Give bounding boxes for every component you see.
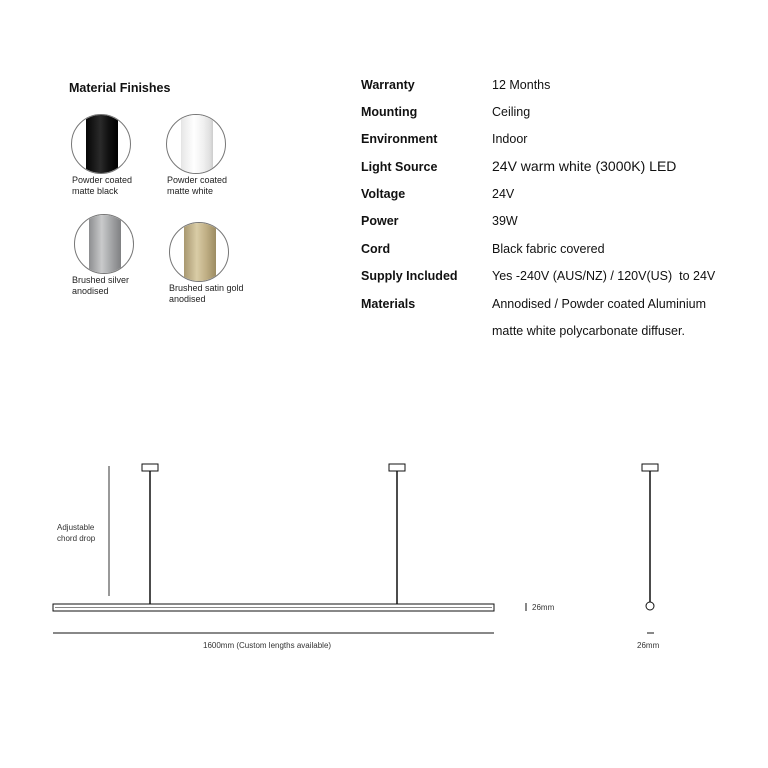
spec-value-power: 39W <box>492 214 518 228</box>
material-finishes-title: Material Finishes <box>69 81 171 95</box>
spec-value-warranty: 12 Months <box>492 78 551 92</box>
spec-label-mounting: Mounting <box>361 105 418 119</box>
spec-value-materials: Annodised / Powder coated Aluminium <box>492 297 707 311</box>
height-dimension-label: 26mm <box>532 603 555 612</box>
spec-value-materials-line2: matte white polycarbonate diffuser. <box>492 324 685 338</box>
length-dimension-label: 1600mm (Custom lengths available) <box>203 641 332 650</box>
spec-label-materials: Materials <box>361 297 416 311</box>
ceiling-canopy-side <box>642 464 658 471</box>
ceiling-canopy-right <box>389 464 405 471</box>
side-width-label: 26mm <box>637 641 660 650</box>
drop-label: Adjustable chord drop <box>57 523 96 543</box>
spec-value-environment: Indoor <box>492 132 528 146</box>
finish-caption: Brushed satin gold anodised <box>169 283 244 304</box>
finish-caption: Powder coated matte white <box>167 175 228 196</box>
spec-value-mounting: Ceiling <box>492 105 531 119</box>
spec-value-voltage: 24V <box>492 187 515 201</box>
finish-caption: Powder coated matte black <box>72 175 133 196</box>
spec-value-cord: Black fabric covered <box>492 242 605 256</box>
spec-label-light-source: Light Source <box>361 160 438 174</box>
spec-label-warranty: Warranty <box>361 78 415 92</box>
spec-label-voltage: Voltage <box>361 187 406 201</box>
ceiling-canopy-left <box>142 464 158 471</box>
spec-label-power: Power <box>361 214 399 228</box>
spec-value-supply-included: Yes -240V (AUS/NZ) / 120V(US) to 24V <box>492 269 716 283</box>
spec-label-cord: Cord <box>361 242 391 256</box>
spec-label-supply-included: Supply Included <box>361 269 458 283</box>
spec-label-environment: Environment <box>361 132 438 146</box>
light-bar-side-profile <box>646 602 654 610</box>
spec-value-light-source: 24V warm white (3000K) LED <box>492 158 677 174</box>
finish-caption: Brushed silver anodised <box>72 275 130 296</box>
